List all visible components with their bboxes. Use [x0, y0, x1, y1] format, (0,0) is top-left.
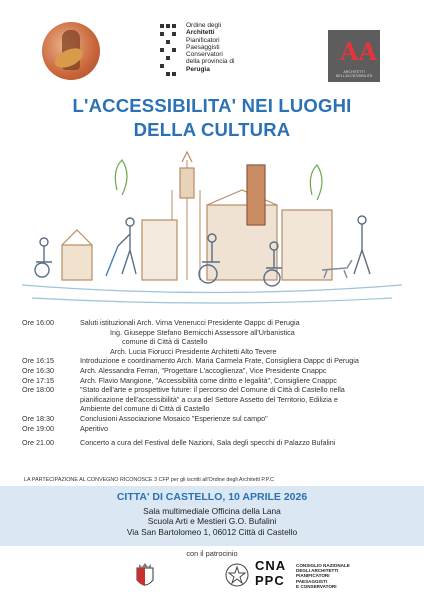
title-line-1: L'ACCESSIBILITA' NEI LUOGHI: [72, 95, 352, 116]
ordine-grid-icon: [160, 22, 182, 80]
program-item: [22, 328, 412, 338]
program-item: [22, 424, 412, 434]
program-text: Saluti istituzionali Arch. Virna Venerucci Presidente Oappc di Perugia: [80, 318, 300, 327]
architetti-accessibilita-logo: [328, 30, 380, 82]
page-title: [0, 94, 424, 142]
cnappc-text: [296, 563, 386, 589]
cnappc-line: PIANIFICATORI: [296, 573, 330, 579]
program-time: Ore 17:15: [22, 375, 54, 385]
program-item: [22, 438, 412, 448]
program-item: [22, 356, 412, 366]
program-item: [22, 337, 412, 347]
program-list: [22, 318, 412, 448]
cnappc-line: CONSIGLIO NAZIONALE: [296, 563, 350, 568]
program-text: Introduzione e coordinamento Arch. Maria Carmela Frate, Consigliera Oappc di Perugia: [80, 356, 359, 366]
program-item: [22, 318, 412, 328]
program-item: [22, 404, 412, 414]
program-text: comune di Città di Castello: [122, 337, 208, 347]
program-item: [22, 395, 412, 405]
patronage-label: con il patrocinio: [186, 549, 238, 558]
lute-player-logo: [42, 22, 100, 80]
program-time: Ore 18:30: [22, 413, 54, 423]
program-text: Ing. Giuseppe Stefano Bernicchi Assessore all'Urbanistica: [110, 327, 295, 337]
program-text: Arch. Lucia Fiorucci Presidente Architetti Alto Tevere: [110, 346, 277, 356]
program-text: "Stato dell'arte e prospettive future: il percorso del Comune di Città di Castello nella: [80, 385, 345, 395]
program-text: pianificazione dell'accessibilità" a cura del Settore Assetto del Territorio, Edilizia e: [80, 394, 338, 404]
program-time: Ore 21.00: [22, 438, 54, 448]
program-time: Ore 18:00: [22, 385, 54, 395]
ordine-text: Ordine degli Architetti Pianificatori Paesaggisti Conservatori della provincia di Perugia: [186, 22, 235, 73]
program-time: Ore 16:30: [22, 365, 54, 375]
italian-republic-emblem-icon: [224, 562, 250, 588]
program-text: Concerto a cura del Festival delle Nazioni, Sala degli specchi di Palazzo Bufalini: [80, 438, 336, 448]
program-item: [22, 376, 412, 386]
program-time: Ore 16:15: [22, 356, 54, 366]
accessibility-city-illustration: [22, 150, 402, 310]
program-text: Conclusioni Associazione Mosaico "Esperienze sul campo": [80, 413, 268, 423]
right-logo-caption: ARCHITETTI NELL'ACCESSIBILITÀ: [335, 70, 373, 78]
program-time: Ore 16:00: [22, 318, 54, 327]
cnappc-line: E CONSERVATORI: [296, 583, 337, 589]
cnappc-letters: CNA PPC: [255, 558, 286, 588]
program-item: [22, 366, 412, 376]
program-text: Arch. Flavio Mangione, "Accessibilità come diritto e legalità", Consigliere Cnappc: [80, 375, 337, 385]
aa-monogram-icon: AA: [340, 37, 378, 66]
cnappc-line: PAESAGGISTI: [296, 578, 328, 584]
event-city-date: CITTA' DI CASTELLO, 10 APRILE 2026: [116, 491, 308, 503]
program-item: [22, 347, 412, 357]
venue-line-1: Sala multimediale Officina della Lana: [143, 506, 281, 516]
program-item: [22, 385, 412, 395]
city-crest-icon: [133, 562, 157, 592]
venue-line-3: Via San Bartolomeo 1, 06012 Città di Castello: [126, 526, 298, 537]
ordine-architetti-logo: [160, 22, 250, 82]
title-line-2: DELLA CULTURA: [133, 119, 291, 140]
venue-line-2: Scuola Arti e Mestieri G.O. Bufalini: [147, 516, 277, 527]
cnappc-line: DEGLI ARCHITETTI: [296, 568, 339, 574]
cfp-note: LA PARTECIPAZIONE AL CONVEGNO RICONOSCE 3 CFP per gli iscritti all'Ordine degli Architetti P.P.C: [24, 477, 275, 483]
program-text: Arch. Alessandra Ferrari, "Progettare L'accoglienza", Vice Presidente Cnappc: [80, 365, 327, 375]
event-venue: [0, 506, 424, 537]
cnappc-logo: [255, 558, 291, 592]
program-item: [22, 414, 412, 424]
program-text: Aperitivo: [80, 423, 108, 433]
program-text: Ambiente del comune di Città di Castello: [80, 404, 210, 414]
program-time: Ore 19:00: [22, 423, 54, 433]
